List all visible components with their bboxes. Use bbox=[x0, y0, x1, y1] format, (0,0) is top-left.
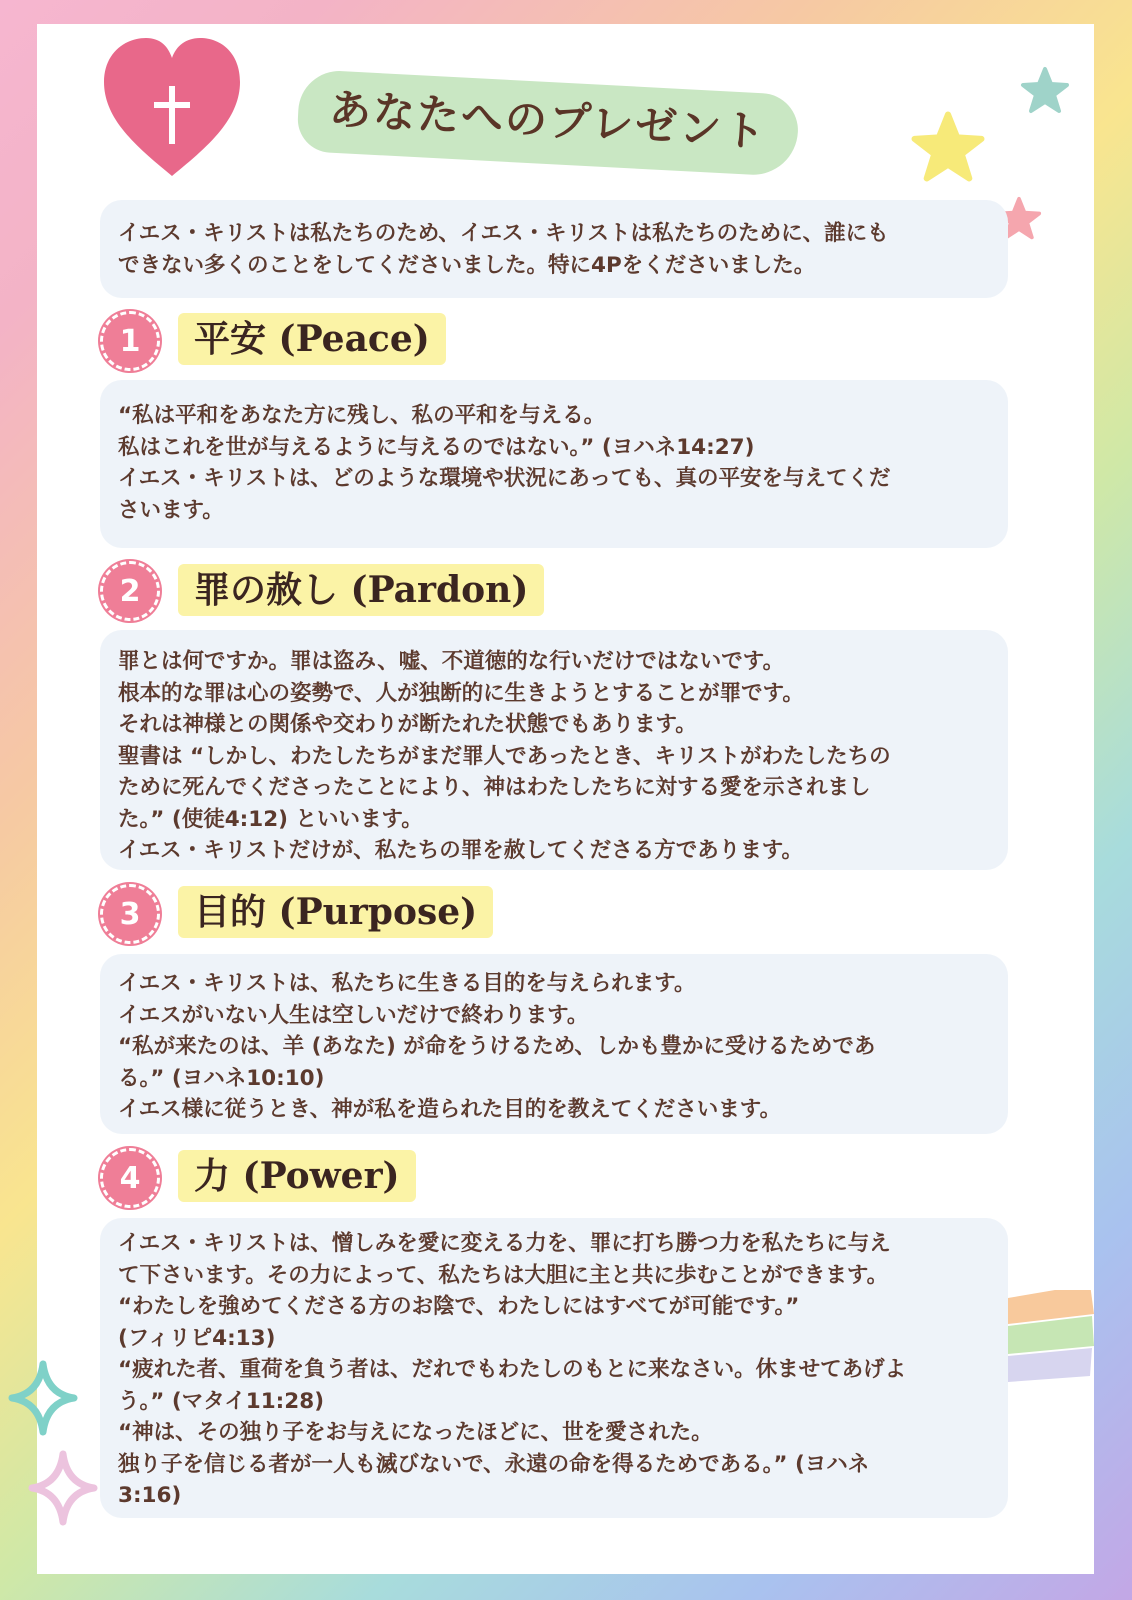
section-line: 私はこれを世が与えるように与えるのではない。” (ヨハネ14:27) bbox=[118, 434, 755, 460]
intro-line: できない多くのことをしてくださいました。特に4Pをくださいました。 bbox=[118, 252, 816, 278]
section-line: イエスがいない人生は空しいだけで終わります。 bbox=[118, 1002, 589, 1028]
section-line: 聖書は “しかし、わたしたちがまだ罪人であったとき、キリストがわたしたちの bbox=[118, 743, 891, 769]
section-line: “私は平和をあなた方に残し、私の平和を与える。 bbox=[118, 403, 606, 428]
rainbow-ribbon-icon bbox=[1008, 1290, 1118, 1400]
section-line: イエス・キリストは、憎しみを愛に変える力を、罪に打ち勝つ力を私たちに与え bbox=[118, 1231, 891, 1256]
section-line: て下さいます。その力によって、私たちは大胆に主と共に歩むことができます。 bbox=[118, 1262, 889, 1288]
section-number-badge: 1 bbox=[100, 311, 160, 371]
star-icon bbox=[910, 110, 986, 186]
section-heading: 目的 (Purpose) bbox=[178, 886, 493, 938]
section-card bbox=[100, 630, 1008, 870]
heart-cross-icon bbox=[98, 30, 246, 180]
section-card bbox=[100, 380, 1008, 548]
section-line: “わたしを強めてくださる方のお陰で、わたしにはすべてが可能です。” bbox=[118, 1294, 800, 1319]
section-line: 根本的な罪は心の姿勢で、人が独断的に生きようとすることが罪です。 bbox=[118, 680, 804, 706]
sparkle-icon bbox=[8, 1360, 78, 1436]
section-number-badge: 3 bbox=[100, 884, 160, 944]
section-number-badge: 2 bbox=[100, 561, 160, 621]
section-card bbox=[100, 954, 1008, 1134]
section-line: イエス・キリストは、どのような環境や状況にあっても、真の平安を与えてくだ bbox=[118, 466, 891, 491]
section-heading: 力 (Power) bbox=[178, 1150, 416, 1202]
section-line: イエス様に従うとき、神が私を造られた目的を教えてくださいます。 bbox=[118, 1097, 782, 1122]
section-line: ために死んでくださったことにより、神はわたしたちに対する愛を示されまし bbox=[118, 775, 871, 800]
section-line: 独り子を信じる者が一人も滅びないで、永遠の命を得るためである。” (ヨハネ bbox=[118, 1451, 870, 1477]
section-line: “私が来たのは、羊 (あなた) が命をうけるため、しかも豊かに受けるためであ bbox=[118, 1034, 876, 1059]
section-heading: 罪の赦し (Pardon) bbox=[178, 564, 544, 616]
intro-card bbox=[100, 200, 1008, 298]
section-line: 3:16) bbox=[118, 1483, 182, 1508]
section-line: イエス・キリストだけが、私たちの罪を赦してくださる方であります。 bbox=[118, 838, 803, 863]
intro-line: イエス・キリストは私たちのため、イエス・キリストは私たちのために、誰にも bbox=[118, 221, 889, 246]
section-line: “疲れた者、重荷を負う者は、だれでもわたしのもとに来なさい。休ませてあげよ bbox=[118, 1357, 907, 1382]
section-line: た。” (使徒4:12) といいます。 bbox=[118, 806, 423, 832]
section-line: それは神様との関係や交わりが断たれた状態でもあります。 bbox=[118, 712, 697, 737]
star-icon bbox=[1020, 66, 1070, 116]
section-line: 罪とは何ですか。罪は盗み、嘘、不道徳的な行いだけではないです。 bbox=[118, 649, 785, 674]
section-heading: 平安 (Peace) bbox=[178, 313, 446, 365]
page-title: あなたへのプレゼント bbox=[327, 84, 769, 157]
section-line: (フィリピ4:13) bbox=[118, 1325, 276, 1351]
section-number-badge: 4 bbox=[100, 1148, 160, 1208]
section-line: さいます。 bbox=[118, 497, 224, 523]
section-card bbox=[100, 1218, 1008, 1518]
section-line: う。” (マタイ11:28) bbox=[118, 1388, 325, 1414]
section-line: イエス・キリストは、私たちに生きる目的を与えられます。 bbox=[118, 971, 696, 996]
section-line: る。” (ヨハネ10:10) bbox=[118, 1065, 325, 1091]
sparkle-icon bbox=[28, 1450, 98, 1526]
section-line: “神は、その独り子をお与えになったほどに、世を愛された。 bbox=[118, 1420, 713, 1445]
